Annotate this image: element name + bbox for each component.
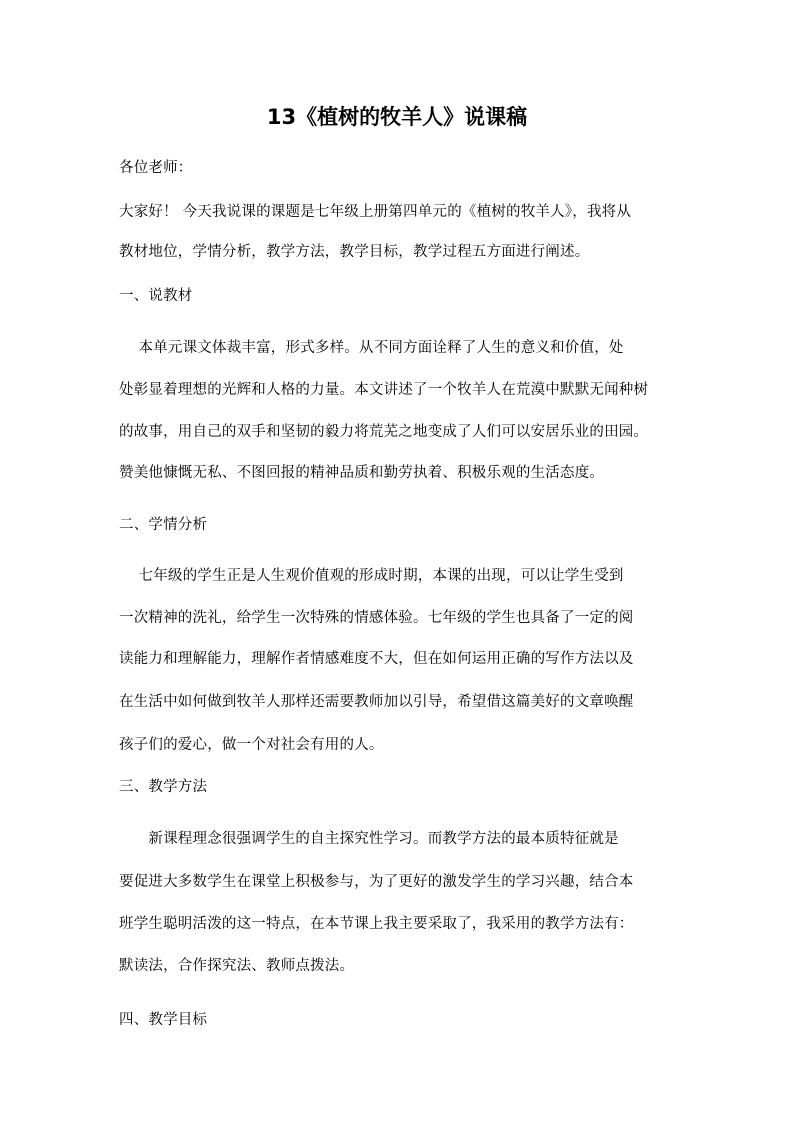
greeting: 各位老师： <box>119 160 193 176</box>
paragraph-line: 要促进大多数学生在课堂上积极参与，为了更好的激发学生的学习兴趣，结合本 <box>119 874 634 890</box>
paragraph-line: 七年级的学生正是人生观价值观的形成时期，本课的出现，可以让学生受到 <box>119 568 624 584</box>
paragraph-line: 孩子们的爱心，做一个对社会有用的人。 <box>119 737 384 753</box>
paragraph-line: 班学生聪明活泼的这一特点，在本节课上我主要采取了，我采用的教学方法有： <box>119 916 634 932</box>
paragraph-line: 处彰显着理想的光辉和人格的力量。本文讲述了一个牧羊人在荒漠中默默无闻种树 <box>119 382 649 398</box>
intro-line: 教材地位，学情分析，教学方法，教学目标，教学过程五方面进行阐述。 <box>119 244 590 260</box>
section-heading-teaching-methods: 三、教学方法 <box>119 779 208 795</box>
section-heading-student-analysis: 二、学情分析 <box>119 517 208 533</box>
page-title: 13《植树的牧羊人》说课稿 <box>266 105 528 129</box>
section-heading-textbook: 一、说教材 <box>119 288 193 304</box>
paragraph-line: 赞美他慷慨无私、不图回报的精神品质和勤劳执着、积极乐观的生活态度。 <box>119 465 605 481</box>
paragraph-line: 一次精神的洗礼，给学生一次特殊的情感体验。七年级的学生也具备了一定的阅 <box>119 610 634 626</box>
paragraph-line: 在生活中如何做到牧羊人那样还需要教师加以引导，希望借这篇美好的文章唤醒 <box>119 694 634 710</box>
paragraph-line: 新课程理念很强调学生的自主探究性学习。而教学方法的最本质特征就是 <box>119 831 619 847</box>
paragraph-line: 本单元课文体裁丰富，形式多样。从不同方面诠释了人生的意义和价值，处 <box>119 340 624 356</box>
intro-line: 大家好！ 今天我说课的课题是七年级上册第四单元的《植树的牧羊人》，我将从 <box>119 204 632 220</box>
paragraph-line: 默读法，合作探究法、教师点拨法。 <box>119 958 355 974</box>
paragraph-line: 的故事，用自己的双手和坚韧的毅力将荒芜之地变成了人们可以安居乐业的田园。 <box>119 424 649 440</box>
paragraph-line: 读能力和理解能力，理解作者情感难度不大，但在如何运用正确的写作方法以及 <box>119 651 634 667</box>
section-heading-teaching-goals: 四、教学目标 <box>119 1012 208 1028</box>
